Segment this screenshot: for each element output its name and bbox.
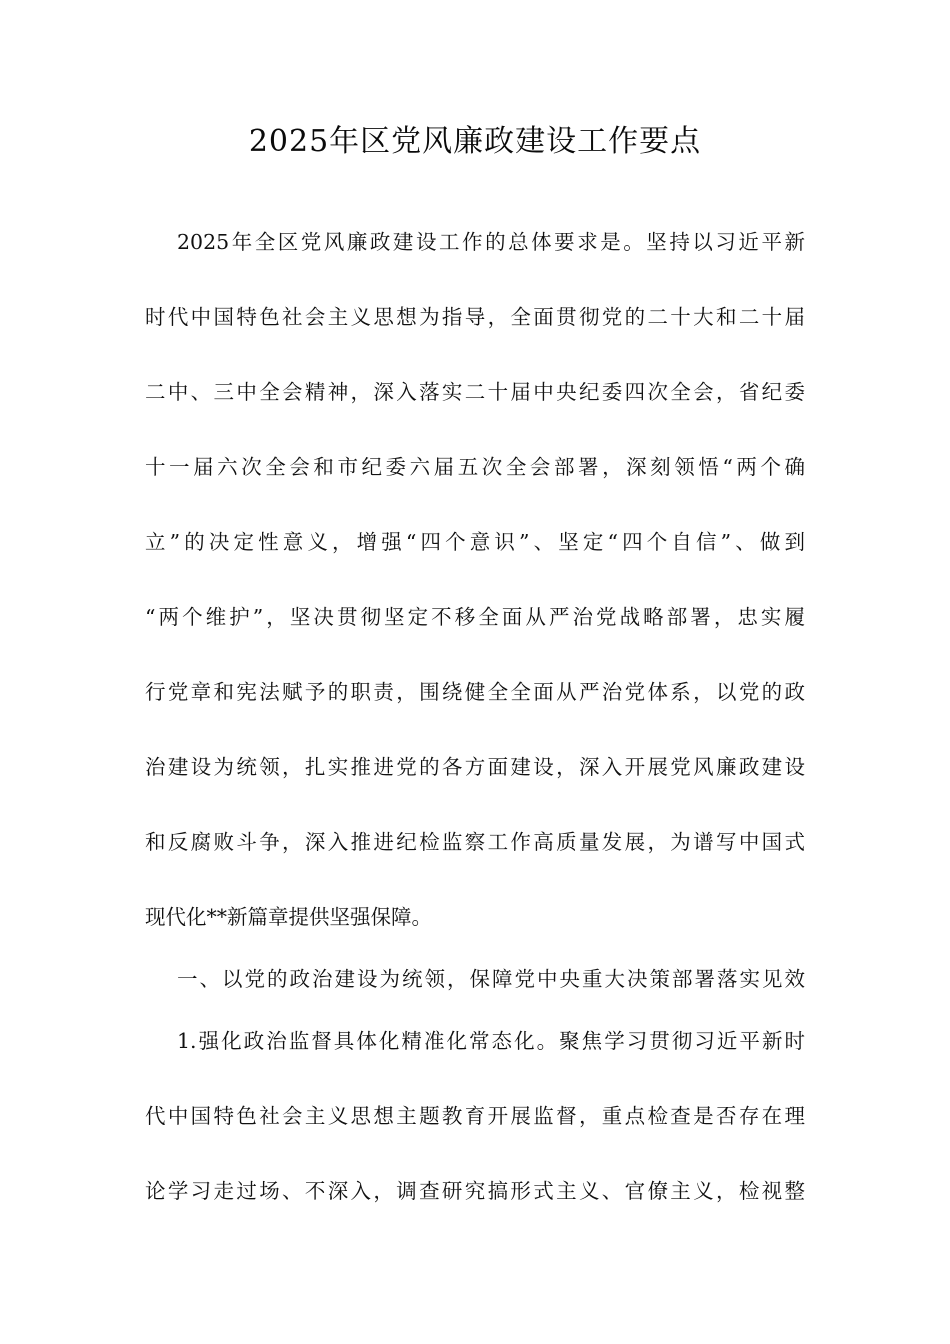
item-line: 代中国特色社会主义思想主题教育开展监督，重点检查是否存在理 bbox=[145, 1104, 805, 1128]
paragraph-line: 治建设为统领，扎实推进党的各方面建设，深入开展党风廉政建设 bbox=[145, 755, 805, 779]
paragraph-line: 二中、三中全会精神，深入落实二十届中央纪委四次全会，省纪委 bbox=[145, 380, 805, 404]
item-line: 1.强化政治监督具体化精准化常态化。聚焦学习贯彻习近平新时 bbox=[177, 1029, 805, 1053]
paragraph-line: 2025年全区党风廉政建设工作的总体要求是。坚持以习近平新 bbox=[177, 230, 805, 254]
document-title: 2025年区党风廉政建设工作要点 bbox=[248, 124, 702, 159]
item-line: 论学习走过场、不深入，调查研究搞形式主义、官僚主义，检视整 bbox=[145, 1179, 805, 1203]
paragraph-line: 现代化**新篇章提供坚强保障。 bbox=[145, 905, 432, 929]
paragraph-line: 立”的决定性意义，增强“四个意识”、坚定“四个自信”、做到 bbox=[145, 530, 805, 554]
paragraph-line: 时代中国特色社会主义思想为指导，全面贯彻党的二十大和二十届 bbox=[145, 305, 805, 329]
paragraph-line: “两个维护”，坚决贯彻坚定不移全面从严治党战略部署，忠实履 bbox=[145, 605, 805, 629]
paragraph-line: 和反腐败斗争，深入推进纪检监察工作高质量发展，为谱写中国式 bbox=[145, 830, 805, 854]
paragraph-line: 行党章和宪法赋予的职责，围绕健全全面从严治党体系，以党的政 bbox=[145, 680, 805, 704]
paragraph-line: 十一届六次全会和市纪委六届五次全会部署，深刻领悟“两个确 bbox=[145, 455, 805, 479]
section-heading: 一、以党的政治建设为统领，保障党中央重大决策部署落实见效 bbox=[177, 967, 805, 991]
